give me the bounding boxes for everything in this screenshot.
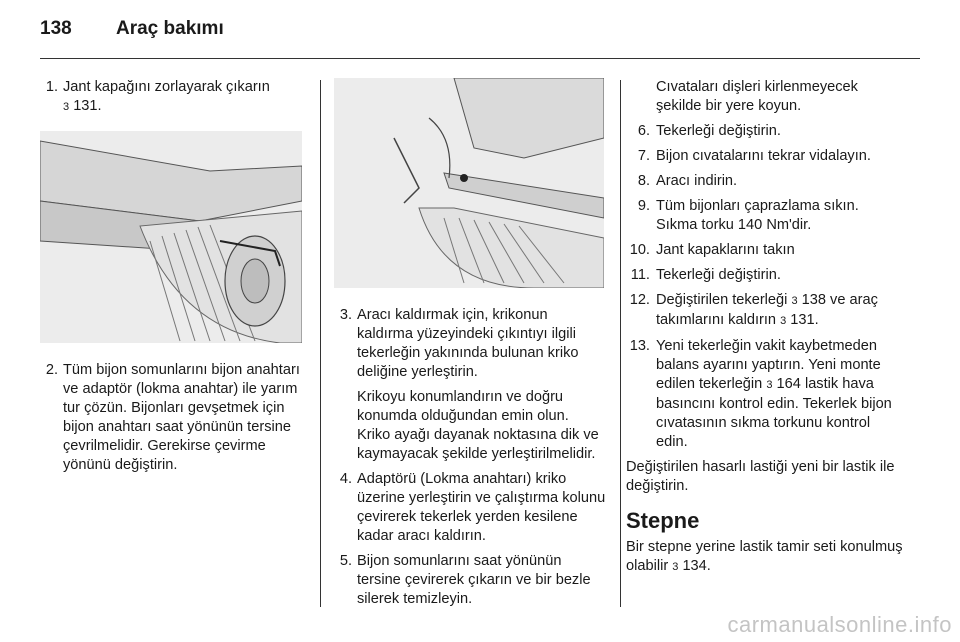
step-number: 1. bbox=[45, 79, 58, 95]
step-text: Bijon somunlarını saat yönünün tersine çevirerek çıkarın ve bir bezle silerek temizleyin. bbox=[357, 553, 591, 607]
step-number: 5. bbox=[339, 553, 352, 569]
column-divider-2 bbox=[620, 80, 621, 607]
step-number: 12. bbox=[629, 292, 650, 308]
figure-jack-position bbox=[334, 78, 604, 288]
figure-wheel-cover bbox=[40, 131, 302, 343]
step-number: 8. bbox=[637, 173, 650, 189]
step-number: 3. bbox=[339, 307, 352, 323]
column-divider-1 bbox=[320, 80, 321, 607]
column-1 bbox=[40, 78, 304, 481]
step-1 bbox=[40, 78, 304, 117]
section-heading-stepne: Stepne bbox=[626, 508, 700, 533]
page-header bbox=[40, 18, 224, 40]
step-text: Aracı indirin. bbox=[656, 173, 738, 189]
page-ref[interactable]: 131. bbox=[790, 312, 819, 328]
step-13 bbox=[626, 337, 904, 452]
page-ref-icon[interactable]: 3 bbox=[780, 315, 787, 327]
page-ref[interactable]: 134. bbox=[682, 558, 711, 574]
page-ref[interactable]: 131. bbox=[73, 98, 102, 114]
step-text: Jant kapağını zorlayarak çıkarın bbox=[63, 79, 270, 95]
step-text: Tüm bijonları çaprazlama sıkın. Sıkma torku 140 Nm'dir. bbox=[656, 198, 859, 233]
paragraph-spare-wheel bbox=[626, 538, 904, 577]
page-ref-icon[interactable]: 3 bbox=[672, 561, 679, 573]
step-number: 13. bbox=[629, 338, 650, 354]
step-number: 7. bbox=[637, 148, 650, 164]
step-6 bbox=[626, 122, 904, 141]
step-text: Adaptörü (Lokma anahtarı) kriko üzerine yerleştirin ve çalıştırma kolunu çevirerek tekerlek yerden kesilene kadar aracı kaldırın. bbox=[357, 471, 606, 544]
page-ref-icon[interactable]: 3 bbox=[791, 295, 798, 307]
page-number: 138 bbox=[40, 18, 72, 39]
step-8 bbox=[626, 172, 904, 191]
step-5 bbox=[334, 552, 606, 609]
step-text: Tekerleği değiştirin. bbox=[656, 123, 781, 139]
step-text: Bijon cıvatalarını tekrar vidalayın. bbox=[656, 148, 871, 164]
step-3-note: Krikoyu konumlandırın ve doğru konumda olduğundan emin olun. Kriko ayağı dayanak noktasına dik ve kaymayacak şekilde yerleştirilmelidir. bbox=[357, 389, 599, 462]
column-2 bbox=[334, 78, 606, 615]
step-number: 10. bbox=[629, 242, 650, 258]
page-ref-icon[interactable]: 3 bbox=[63, 101, 70, 113]
paragraph-text: Bir stepne yerine lastik tamir seti konulmuş olabilir bbox=[626, 539, 903, 574]
step-number: 6. bbox=[637, 123, 650, 139]
step-5-continued: Cıvataları dişleri kirlenmeyecek şekilde bir yere koyun. bbox=[656, 79, 858, 114]
step-text: Tekerleği değiştirin. bbox=[656, 267, 781, 283]
watermark: carmanualsonline.info bbox=[727, 612, 952, 637]
step-number: 4. bbox=[339, 471, 352, 487]
step-text: Jant kapaklarını takın bbox=[656, 242, 795, 258]
paragraph-damaged-tyre: Değiştirilen hasarlı lastiği yeni bir lastik ile değiştirin. bbox=[626, 459, 895, 494]
step-number: 11. bbox=[630, 267, 650, 283]
step-9 bbox=[626, 197, 904, 235]
step-text: Değiştirilen tekerleği bbox=[656, 292, 788, 308]
step-text-cont: 164 lastik hava basıncını kontrol edin. Tekerlek bijon cıvatasının sıkma torkunu kontrol edin. bbox=[656, 376, 892, 450]
step-11 bbox=[626, 266, 904, 285]
section-title: Araç bakımı bbox=[116, 18, 224, 39]
step-text: Tüm bijon somunlarını bijon anahtarı ve adaptör (lokma anahtar) ile yarım tur çözün. Bijonları gevşetmek için bijon anahtarı saat yönünün tersine çevrilmelidir. Gerekirse çevirme yönünü değiştirin. bbox=[63, 362, 300, 473]
step-number: 2. bbox=[45, 362, 58, 378]
step-2 bbox=[40, 361, 304, 475]
step-number: 9. bbox=[637, 198, 650, 214]
step-3 bbox=[334, 306, 606, 382]
page-ref[interactable]: 138 ve araç takımlarını kaldırın bbox=[656, 292, 878, 328]
step-10 bbox=[626, 241, 904, 260]
step-7 bbox=[626, 147, 904, 166]
step-text: Aracı kaldırmak için, krikonun kaldırma yüzeyindeki çıkıntıyı ilgili tekerleğin yakınında bulunan kriko deliğine yerleştirin. bbox=[357, 307, 579, 380]
page-ref-icon[interactable]: 3 bbox=[766, 379, 773, 391]
header-rule bbox=[40, 58, 920, 59]
step-4 bbox=[334, 470, 606, 546]
step-text: Yeni tekerleğin vakit kaybetmeden balans ayarını yaptırın. Yeni monte edilen tekerleğin bbox=[656, 338, 881, 392]
column-3 bbox=[626, 78, 904, 583]
step-12 bbox=[626, 291, 904, 331]
